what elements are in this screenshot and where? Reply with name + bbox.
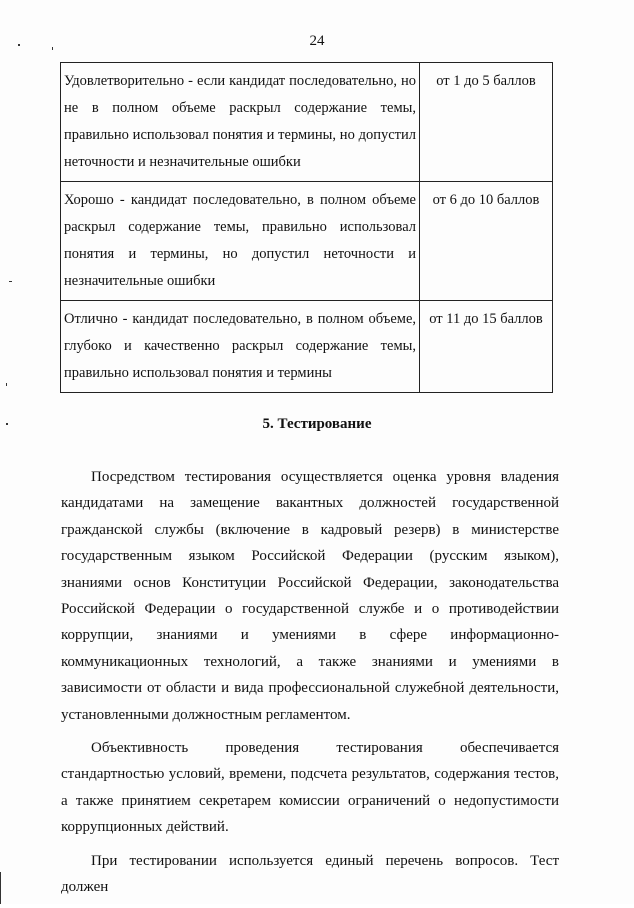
section-body xyxy=(61,464,559,908)
scan-speck xyxy=(0,872,1,904)
grading-table xyxy=(60,62,553,393)
paragraph: Посредством тестирования осуществляется оценка уровня владения кандидатами на замещение вакантных должностей государственной гражданской службы (включение в кадровый резерв) в министерстве государственным языком Российской Федерации (русским языком), знаниями основ Конституции Российской Федерации, законодательства Российской Федерации о государственной службе и о противодействии коррупции, знаниями и умениями в сфере информационно-коммуникационных технологий, а также знаниями и умениями в зависимости от области и вида профессиональной служебной деятельности, установленными должностным регламентом. xyxy=(61,469,559,723)
section-title: 5. Тестирование xyxy=(262,416,372,432)
scan-speck xyxy=(52,47,53,50)
grade-description: Удовлетворительно - если кандидат последовательно, но не в полном объеме раскрыл содержание темы, правильно использовал понятия и термины, но допустил неточности и незначительные ошибки xyxy=(61,63,420,182)
grade-description: Отлично - кандидат последовательно, в полном объеме, глубоко и качественно раскрыл содержание темы, правильно использовал понятия и термины xyxy=(61,301,420,393)
grade-score: от 1 до 5 баллов xyxy=(420,63,553,182)
table-row xyxy=(61,301,553,393)
table-row xyxy=(61,182,553,301)
grade-score: от 11 до 15 баллов xyxy=(420,301,553,393)
page-number: 24 xyxy=(309,33,325,49)
grade-description: Хорошо - кандидат последовательно, в полном объеме раскрыл содержание темы, правильно использовал понятия и термины, но допустил неточности и незначительные ошибки xyxy=(61,182,420,301)
scan-speck xyxy=(18,44,20,46)
table-row xyxy=(61,63,553,182)
scan-speck xyxy=(6,423,8,425)
scan-speck xyxy=(6,383,7,386)
paragraph: При тестировании используется единый перечень вопросов. Тест должен xyxy=(61,852,559,896)
scan-speck xyxy=(9,281,12,282)
paragraph: Объективность проведения тестирования обеспечивается стандартностью условий, времени, подсчета результатов, содержания тестов, а также принятием секретарем комиссии ограничений о недопустимости коррупционных действий. xyxy=(61,740,559,836)
grade-score: от 6 до 10 баллов xyxy=(420,182,553,301)
